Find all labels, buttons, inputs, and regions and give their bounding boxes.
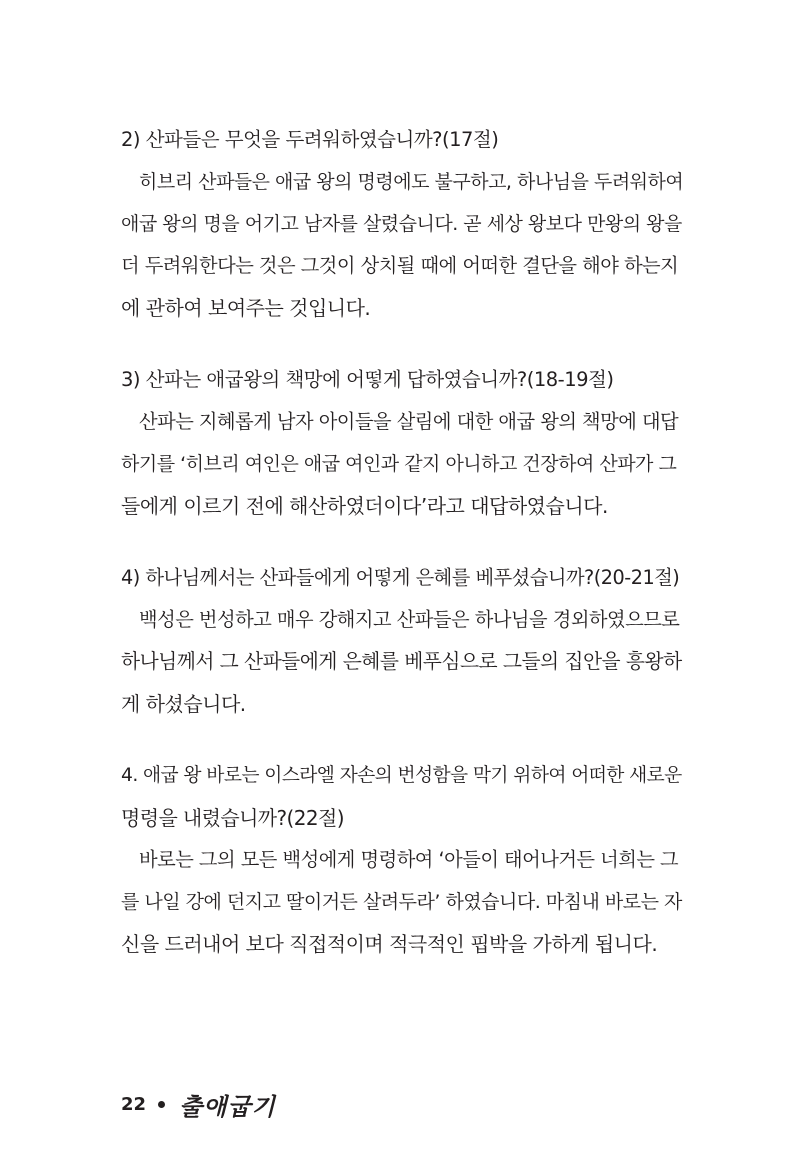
section-3-line-1: 백성은 번성하고 매우 강해지고 산파들은 하나님을 경외하였으므로 [139,608,680,631]
section-2-line-3: 들에게 이르기 전에 해산하였더이다’라고 대답하였습니다. [121,494,608,518]
section-4-line-2: 를 나일 강에 던지고 딸이거든 살려두라’ 하였습니다. 마침내 바로는 자 [121,891,682,913]
section-1-line-4: 에 관하여 보여주는 것입니다. [121,296,371,320]
section-2 [121,359,683,527]
section-2-question: 3) 산파는 애굽왕의 책망에 어떻게 답하였습니까?(18-19절) [121,368,614,391]
section-4-line-3: 신을 드러내어 보다 직접적이며 적극적인 핍박을 가하게 됩니다. [121,932,658,956]
section-2-line-1: 산파는 지혜롭게 남자 아이들을 살림에 대한 애굽 왕의 책망에 대답 [139,410,679,433]
section-4-question-line-1: 4. 애굽 왕 바로는 이스라엘 자손의 번성함을 막기 위하여 어떠한 새로운 [121,765,682,786]
section-3-line-3: 게 하셨습니다. [121,692,246,716]
section-4-line-1: 바로는 그의 모든 백성에게 명령하여 ‘아들이 태어나거든 너희는 그 [139,848,679,871]
book-title: 출애굽기 [179,1091,276,1121]
section-1-question: 2) 산파들은 무엇을 두려워하였습니까?(17절) [121,128,499,151]
section-1 [121,119,683,329]
section-4 [121,755,683,965]
section-1-line-2: 애굽 왕의 명을 어기고 남자를 살렸습니다. 곧 세상 왕보다 만왕의 왕을 [121,213,682,235]
section-3-line-2: 하나님께서 그 산파들에게 은혜를 베푸심으로 그들의 집안을 흥왕하 [121,650,682,673]
section-1-line-3: 더 두려워한다는 것은 그것이 상치될 때에 어떠한 결단을 해야 하는지 [121,254,679,277]
section-2-line-2: 하기를 ‘히브리 여인은 애굽 여인과 같지 아니하고 건장하여 산파가 그 [121,453,677,475]
section-3-question: 4) 하나님께서는 산파들에게 어떻게 은혜를 베푸셨습니까?(20-21절) [121,566,680,589]
bullet-separator-icon [158,1101,165,1108]
section-3 [121,557,683,725]
page-number: 22 [121,1093,147,1115]
section-4-question-line-2: 명령을 내렸습니까?(22절) [121,806,344,830]
page-footer [121,1084,276,1124]
section-1-line-1: 히브리 산파들은 애굽 왕의 명령에도 불구하고, 하나님을 두려워하여 [139,171,684,193]
